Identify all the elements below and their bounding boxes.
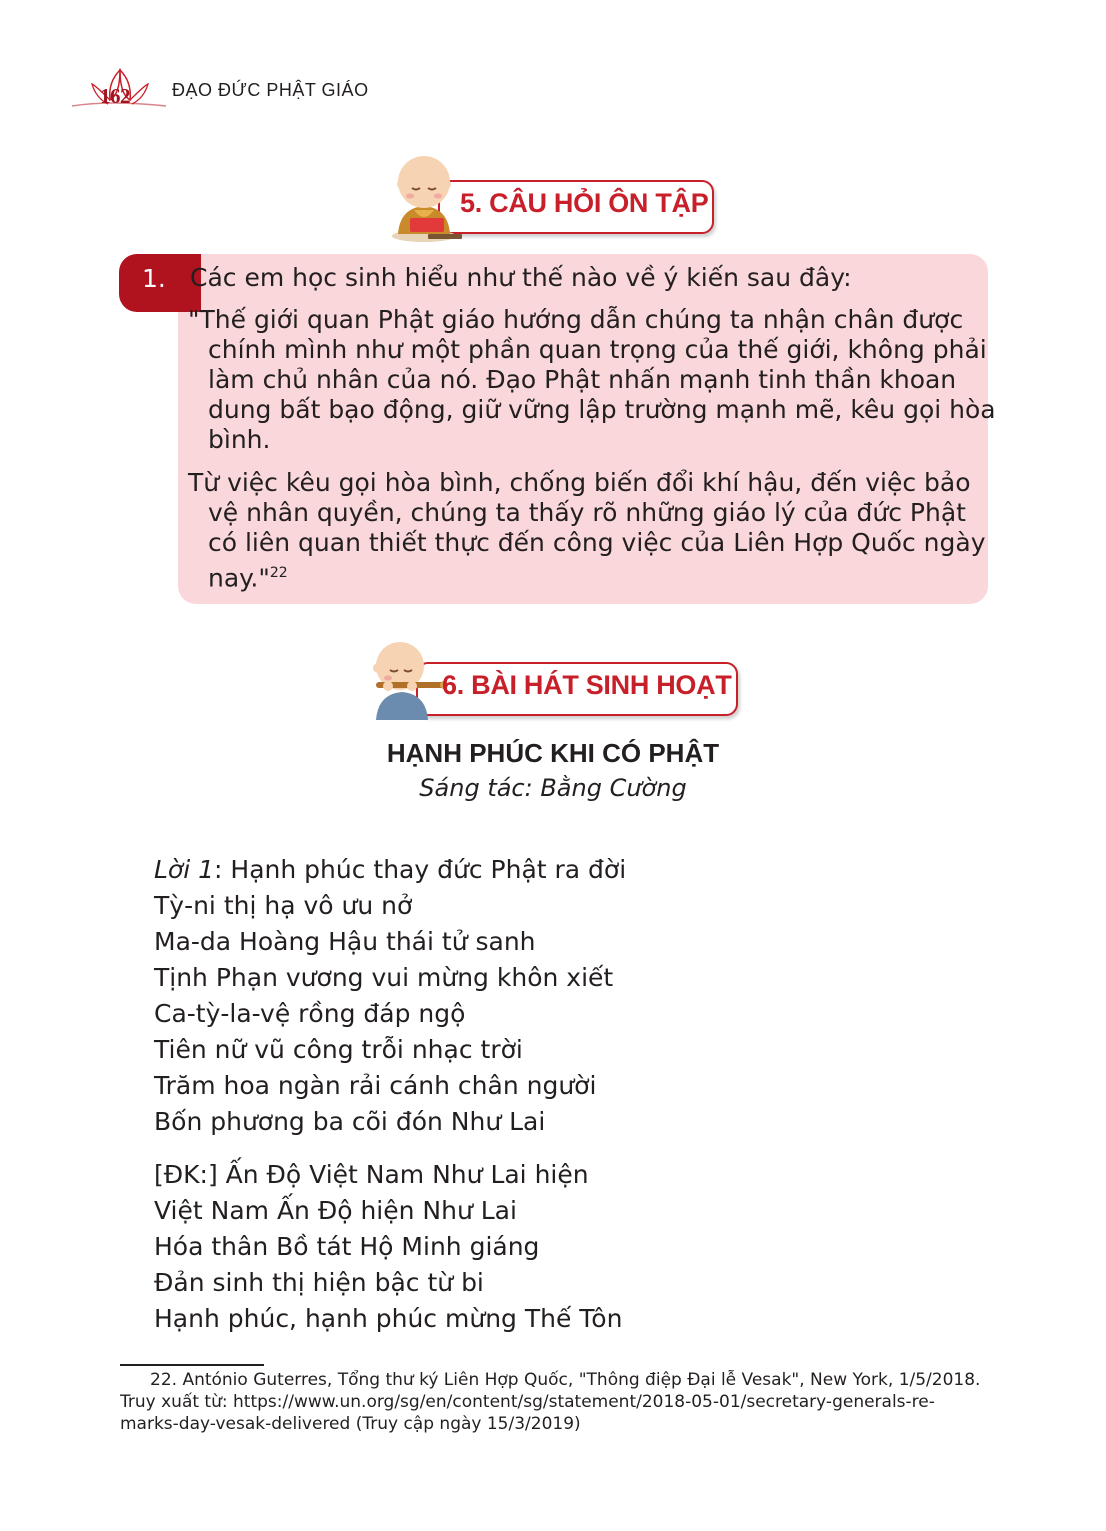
section-5-banner <box>388 152 718 244</box>
page-number: 162 <box>100 84 130 108</box>
question-number: 1. <box>142 264 166 293</box>
quote-line <box>208 558 288 593</box>
lyric-line: Trăm hoa ngàn rải cánh chân người <box>154 1071 597 1100</box>
page-header <box>70 64 400 112</box>
footnote-line: marks-day-vesak-delivered (Truy cập ngày 15/3/2019) <box>120 1414 581 1434</box>
section-6-label: 6. BÀI HÁT SINH HOẠT <box>442 670 732 700</box>
quote-line: bình. <box>208 425 271 454</box>
lyric-line: Ca-tỳ-la-vệ rồng đáp ngộ <box>154 999 466 1028</box>
song-title: HẠNH PHÚC KHI CÓ PHẬT <box>386 738 720 768</box>
chorus-line: Việt Nam Ấn Độ hiện Như Lai <box>154 1196 517 1225</box>
quote-line: vệ nhân quyền, chúng ta thấy rõ những giáo lý của đức Phật <box>208 498 966 527</box>
monk-reading-icon <box>388 152 468 244</box>
quote-line: chính mình như một phần quan trọng của thế giới, không phải <box>208 335 987 364</box>
quote-line: "Thế giới quan Phật giáo hướng dẫn chúng ta nhận chân được <box>188 305 964 334</box>
chorus-line: [ĐK:] Ấn Độ Việt Nam Như Lai hiện <box>154 1160 589 1189</box>
footnote <box>120 1369 988 1435</box>
lyric-line: Tỳ-ni thị hạ vô ưu nở <box>154 891 413 920</box>
chorus-line: Đản sinh thị hiện bậc từ bi <box>154 1268 484 1297</box>
quote-last-text: nay." <box>208 563 270 593</box>
quote-line: có liên quan thiết thực đến công việc của Liên Hợp Quốc ngày <box>208 528 986 557</box>
verse-label: Lời 1 <box>154 855 215 884</box>
lyric-line: Bốn phương ba cõi đón Như Lai <box>154 1107 546 1136</box>
quote-line: làm chủ nhân của nó. Đạo Phật nhấn mạnh tinh thần khoan <box>208 365 957 394</box>
footnote-line: 22. António Guterres, Tổng thư ký Liên Hợp Quốc, "Thông điệp Đại lễ Vesak", New York, 1/5/2018. <box>150 1370 981 1390</box>
chorus-line: Hóa thân Bồ tát Hộ Minh giáng <box>154 1232 540 1261</box>
quote-line: dung bất bạo động, giữ vững lập trường mạnh mẽ, kêu gọi hòa <box>208 395 996 424</box>
footnote-url-line[interactable]: Truy xuất từ: https://www.un.org/sg/en/content/sg/statement/2018-05-01/secretary-generals-re- <box>120 1392 935 1412</box>
footnote-ref[interactable]: 22 <box>269 565 288 581</box>
footnote-divider <box>120 1364 264 1366</box>
quote-line: Từ việc kêu gọi hòa bình, chống biến đổi khí hậu, đến việc bảo <box>188 468 971 497</box>
lyric-line: Ma-da Hoàng Hậu thái tử sanh <box>154 927 536 956</box>
lyric-line: Tiên nữ vũ công trỗi nhạc trời <box>154 1035 523 1064</box>
section-5-label: 5. CÂU HỎI ÔN TẬP <box>460 188 709 218</box>
book-title: ĐẠO ĐỨC PHẬT GIÁO <box>172 80 369 100</box>
chorus-line: Hạnh phúc, hạnh phúc mừng Thế Tôn <box>154 1304 623 1333</box>
song-author: Sáng tác: Bằng Cường <box>419 774 687 802</box>
verse-first-line: : Hạnh phúc thay đức Phật ra đời <box>214 855 627 884</box>
lyric-line: Tịnh Phạn vương vui mừng khôn xiết <box>154 963 614 992</box>
question-prompt: Các em học sinh hiểu như thế nào về ý kiến sau đây: <box>190 263 852 292</box>
section-6-banner <box>368 634 738 726</box>
lyric-line <box>154 855 626 885</box>
